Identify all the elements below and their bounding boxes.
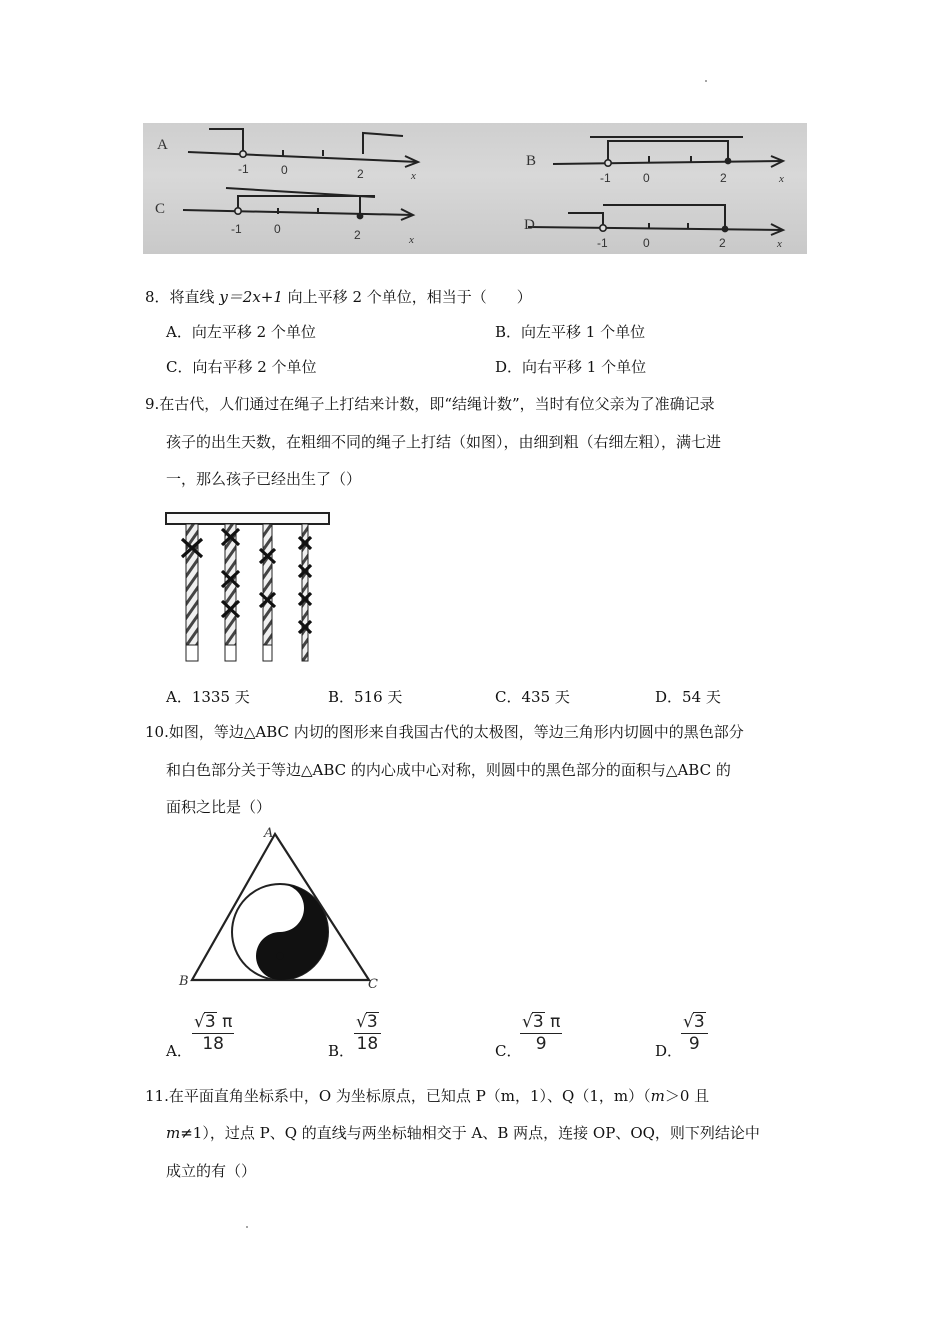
tick-label: 2 bbox=[719, 236, 726, 250]
radicand: 3 bbox=[693, 1012, 705, 1032]
q7-number-line-options bbox=[143, 123, 807, 254]
q11-variable-m: m bbox=[650, 1087, 665, 1105]
q9-choice-c[interactable]: C．435 天 bbox=[495, 688, 570, 706]
radicand: 3 bbox=[204, 1012, 216, 1032]
q10-stem-line3: 面积之比是（） bbox=[166, 798, 272, 816]
q9-choice-a[interactable]: A．1335 天 bbox=[166, 688, 250, 706]
q11-stem-line3: 成立的有（） bbox=[166, 1162, 257, 1180]
q11-variable-m: m bbox=[166, 1124, 181, 1142]
denominator: 18 bbox=[202, 1034, 224, 1054]
number-line-figure bbox=[143, 123, 807, 254]
q8-stem-suffix: 向上平移 2 个单位，相当于（ ） bbox=[282, 288, 532, 306]
q9-stem-line3: 一，那么孩子已经出生了（） bbox=[166, 470, 362, 488]
vertex-b-label: B bbox=[179, 974, 189, 989]
q10-stem-line2: 和白色部分关于等边△ABC 的内心成中心对称，则圆中的黑色部分的面积与△ABC 的 bbox=[166, 761, 731, 779]
q8-choice-d[interactable]: D．向右平移 1 个单位 bbox=[495, 358, 647, 376]
q9-stem-line1: 9.在古代，人们通过在绳子上打结来计数，即“结绳计数”，当时有位父亲为了准确记录 bbox=[145, 395, 715, 413]
q11-text: ≠1），过点 P、Q 的直线与两坐标轴相交于 A、B 两点，连接 OP、OQ，则下列结论中 bbox=[180, 1124, 760, 1142]
q9-stem-line2: 孩子的出生天数，在粗细不同的绳子上打结（如图），由细到粗（右细左粗），满七进 bbox=[166, 433, 722, 451]
axis-label: x bbox=[409, 234, 414, 246]
q10-choice-b-fraction[interactable]: $\frac{√3}{18}$ bbox=[354, 1012, 381, 1054]
q11-stem-line2 bbox=[166, 1123, 760, 1143]
q8-choice-c[interactable]: C．向右平移 2 个单位 bbox=[166, 358, 317, 376]
tick-label: 2 bbox=[720, 171, 727, 185]
q10-stem-line1: 10.如图，等边△ABC 内切的图形来自我国古代的太极图，等边三角形内切圆中的黑色部分 bbox=[145, 723, 744, 741]
q9-choice-b[interactable]: B．516 天 bbox=[328, 688, 403, 706]
q8-equation: y＝2x+1 bbox=[219, 288, 283, 306]
radicand: 3 bbox=[366, 1012, 378, 1032]
q10-choice-c-fraction[interactable]: $\frac{√3 \pi}{9}$ bbox=[522, 1012, 561, 1054]
q7-option-b-label: B bbox=[526, 153, 537, 169]
q8-choice-a[interactable]: A．向左平移 2 个单位 bbox=[166, 323, 316, 341]
denominator: 9 bbox=[535, 1034, 547, 1054]
denominator: 9 bbox=[688, 1034, 700, 1054]
q10-choice-b-letter[interactable]: B． bbox=[328, 1042, 355, 1060]
tick-label: 2 bbox=[354, 228, 361, 242]
tick-label: 0 bbox=[281, 163, 288, 177]
taiji-triangle-drawing bbox=[172, 822, 397, 997]
taiji-triangle-figure bbox=[172, 822, 397, 997]
radicand: 3 bbox=[532, 1012, 544, 1032]
q7-option-c-label: C bbox=[155, 201, 166, 217]
q7-option-a-label: A bbox=[157, 137, 168, 153]
q10-choice-d-letter[interactable]: D． bbox=[655, 1042, 683, 1060]
knotted-ropes-drawing bbox=[163, 509, 333, 667]
q10-choice-d-fraction[interactable]: $\frac{√3}{9}$ bbox=[681, 1012, 708, 1054]
q9-choice-d[interactable]: D．54 天 bbox=[655, 688, 721, 706]
scan-artifact bbox=[246, 1226, 248, 1228]
q11-stem-line1 bbox=[145, 1086, 709, 1106]
q8-stem bbox=[145, 287, 532, 307]
q10-choice-a-fraction[interactable]: $\frac{√3 \pi}{18}$ bbox=[194, 1012, 233, 1054]
denominator: 18 bbox=[356, 1034, 379, 1054]
pi-symbol: π bbox=[550, 1012, 561, 1032]
pi-symbol: π bbox=[222, 1012, 233, 1032]
q8-choice-b[interactable]: B．向左平移 1 个单位 bbox=[495, 323, 646, 341]
axis-label: x bbox=[777, 238, 782, 250]
q10-choice-c-letter[interactable]: C． bbox=[495, 1042, 522, 1060]
vertex-a-label: A bbox=[264, 826, 274, 841]
q11-text: ＞0 且 bbox=[664, 1087, 710, 1105]
q10-choice-a-letter[interactable]: A． bbox=[166, 1042, 192, 1060]
tick-label: -1 bbox=[238, 162, 249, 176]
axis-label: x bbox=[779, 173, 784, 185]
tick-label: 0 bbox=[643, 171, 650, 185]
tick-label: 0 bbox=[643, 236, 650, 250]
q8-stem-prefix: 8．将直线 bbox=[145, 288, 220, 306]
vertex-c-label: C bbox=[368, 977, 378, 992]
tick-label: -1 bbox=[597, 236, 608, 250]
tick-label: -1 bbox=[231, 222, 242, 236]
axis-label: x bbox=[411, 170, 416, 182]
scan-artifact bbox=[705, 80, 707, 82]
tick-label: -1 bbox=[600, 171, 611, 185]
q11-text: 11.在平面直角坐标系中，O 为坐标原点，已知点 P（m，1）、Q（1，m）（ bbox=[145, 1087, 651, 1105]
tick-label: 0 bbox=[274, 222, 281, 236]
q7-option-d-label: D bbox=[524, 217, 535, 233]
tick-label: 2 bbox=[357, 167, 364, 181]
knotted-ropes-figure bbox=[163, 509, 333, 667]
